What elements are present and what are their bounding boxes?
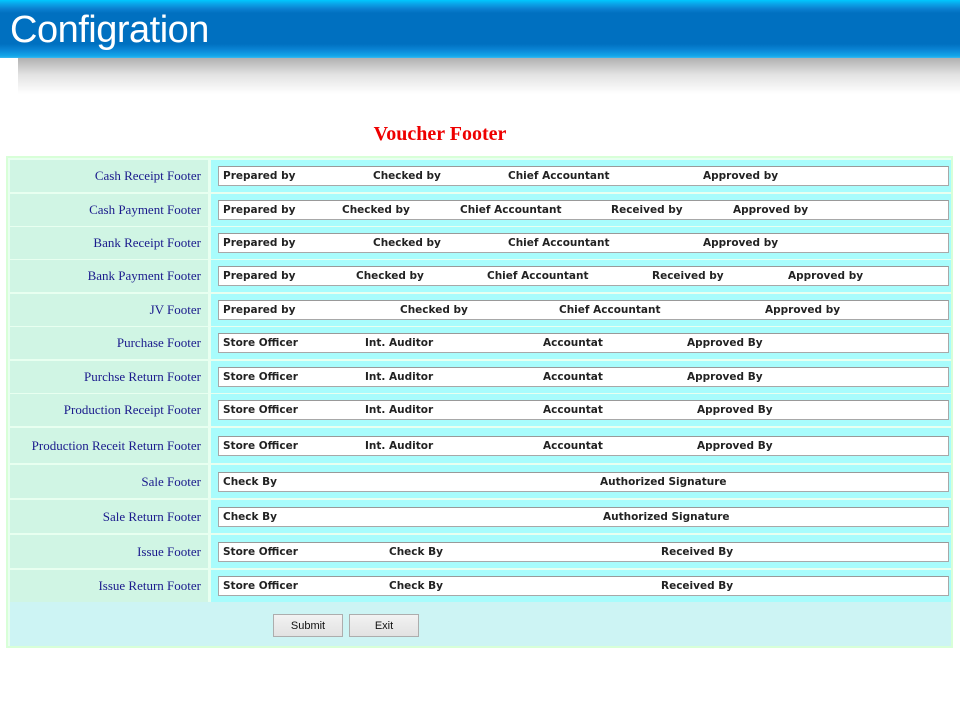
field-cell xyxy=(211,160,951,192)
footer-part: Received By xyxy=(661,545,734,558)
row-bank-receipt-footer xyxy=(10,227,951,259)
footer-part: Accountat xyxy=(543,439,603,452)
row-issue-return-footer xyxy=(10,570,951,602)
bank-payment-footer-input[interactable] xyxy=(218,266,949,286)
field-label: Production Receit Return Footer xyxy=(10,428,208,463)
page-title: Configration xyxy=(10,9,209,51)
footer-part: Store Officer xyxy=(223,545,298,558)
jv-footer-input[interactable] xyxy=(218,300,949,320)
footer-part: Check By xyxy=(223,475,278,488)
footer-part: Store Officer xyxy=(223,439,298,452)
footer-part: Store Officer xyxy=(223,404,298,416)
footer-part: Approved by xyxy=(703,237,779,249)
cash-payment-footer-input[interactable] xyxy=(218,200,949,220)
footer-part: Checked by xyxy=(342,204,410,216)
banner-shadow xyxy=(18,58,960,94)
footer-part: Approved By xyxy=(687,371,763,383)
footer-part: Chief Accountant xyxy=(487,270,589,282)
row-purchse-return-footer xyxy=(10,361,951,393)
purchse-return-footer-input[interactable] xyxy=(218,367,949,387)
production-receipt-footer-input[interactable] xyxy=(218,400,949,420)
field-cell xyxy=(211,327,951,359)
issue-footer-input[interactable] xyxy=(218,542,949,562)
production-receit-return-footer-input[interactable] xyxy=(218,436,949,456)
footer-part: Store Officer xyxy=(223,580,298,592)
field-label: Cash Receipt Footer xyxy=(10,160,208,192)
footer-part: Accountat xyxy=(543,337,603,349)
field-cell xyxy=(211,361,951,393)
row-sale-return-footer xyxy=(10,500,951,533)
field-label: Bank Receipt Footer xyxy=(10,227,208,259)
footer-part: Int. Auditor xyxy=(365,439,434,452)
field-cell xyxy=(211,535,951,568)
button-row xyxy=(10,602,951,646)
field-cell xyxy=(211,428,951,463)
footer-part: Prepared by xyxy=(223,204,296,216)
footer-part: Check By xyxy=(389,580,444,592)
footer-part: Approved by xyxy=(703,170,779,182)
footer-part: Checked by xyxy=(356,270,424,282)
field-label: Sale Return Footer xyxy=(10,500,208,533)
footer-part: Store Officer xyxy=(223,337,298,349)
field-cell xyxy=(211,570,951,602)
footer-part: Checked by xyxy=(400,304,468,316)
footer-part: Received by xyxy=(611,204,683,216)
field-label: Sale Footer xyxy=(10,465,208,498)
row-production-receipt-footer xyxy=(10,394,951,426)
footer-part: Store Officer xyxy=(223,371,298,383)
field-label: Production Receipt Footer xyxy=(10,394,208,426)
sale-return-footer-input[interactable] xyxy=(218,507,949,527)
header-banner xyxy=(0,0,960,58)
footer-part: Received By xyxy=(661,580,734,592)
row-production-receit-return-footer xyxy=(10,428,951,463)
cash-receipt-footer-input[interactable] xyxy=(218,166,949,186)
footer-part: Int. Auditor xyxy=(365,337,434,349)
field-cell xyxy=(211,294,951,326)
form-title: Voucher Footer xyxy=(373,123,507,145)
field-label: Issue Return Footer xyxy=(10,570,208,602)
field-cell xyxy=(211,500,951,533)
footer-part: Approved By xyxy=(697,439,773,452)
footer-part: Authorized Signature xyxy=(603,510,730,523)
row-cash-receipt-footer xyxy=(10,160,951,192)
voucher-footer-form xyxy=(6,156,953,648)
row-cash-payment-footer xyxy=(10,194,951,226)
field-label: Issue Footer xyxy=(10,535,208,568)
footer-part: Authorized Signature xyxy=(600,475,727,488)
footer-part: Check By xyxy=(223,510,278,523)
field-cell xyxy=(211,194,951,226)
field-cell xyxy=(211,394,951,426)
row-sale-footer xyxy=(10,465,951,498)
footer-part: Check By xyxy=(389,545,444,558)
footer-part: Approved By xyxy=(687,337,763,349)
footer-part: Chief Accountant xyxy=(508,170,610,182)
footer-part: Prepared by xyxy=(223,304,296,316)
field-cell xyxy=(211,260,951,292)
footer-part: Chief Accountant xyxy=(508,237,610,249)
field-label: Bank Payment Footer xyxy=(10,260,208,292)
footer-part: Approved By xyxy=(697,404,773,416)
purchase-footer-input[interactable] xyxy=(218,333,949,353)
issue-return-footer-input[interactable] xyxy=(218,576,949,596)
field-cell xyxy=(211,465,951,498)
footer-part: Received by xyxy=(652,270,724,282)
footer-part: Int. Auditor xyxy=(365,404,434,416)
row-jv-footer xyxy=(10,294,951,326)
footer-part: Chief Accountant xyxy=(460,204,562,216)
footer-part: Prepared by xyxy=(223,170,296,182)
row-bank-payment-footer xyxy=(10,260,951,292)
field-label: Purchase Footer xyxy=(10,327,208,359)
footer-part: Approved by xyxy=(733,204,809,216)
field-cell xyxy=(211,227,951,259)
footer-part: Accountat xyxy=(543,404,603,416)
exit-button[interactable]: Exit xyxy=(349,614,419,637)
row-purchase-footer xyxy=(10,327,951,359)
footer-part: Accountat xyxy=(543,371,603,383)
field-label: JV Footer xyxy=(10,294,208,326)
footer-part: Approved by xyxy=(765,304,841,316)
sale-footer-input[interactable] xyxy=(218,472,949,492)
field-label: Purchse Return Footer xyxy=(10,361,208,393)
footer-part: Chief Accountant xyxy=(559,304,661,316)
field-label: Cash Payment Footer xyxy=(10,194,208,226)
footer-part: Approved by xyxy=(788,270,864,282)
submit-button[interactable]: Submit xyxy=(273,614,343,637)
footer-part: Checked by xyxy=(373,170,441,182)
footer-part: Prepared by xyxy=(223,237,296,249)
footer-part: Prepared by xyxy=(223,270,296,282)
row-issue-footer xyxy=(10,535,951,568)
footer-part: Int. Auditor xyxy=(365,371,434,383)
footer-part: Checked by xyxy=(373,237,441,249)
bank-receipt-footer-input[interactable] xyxy=(218,233,949,253)
